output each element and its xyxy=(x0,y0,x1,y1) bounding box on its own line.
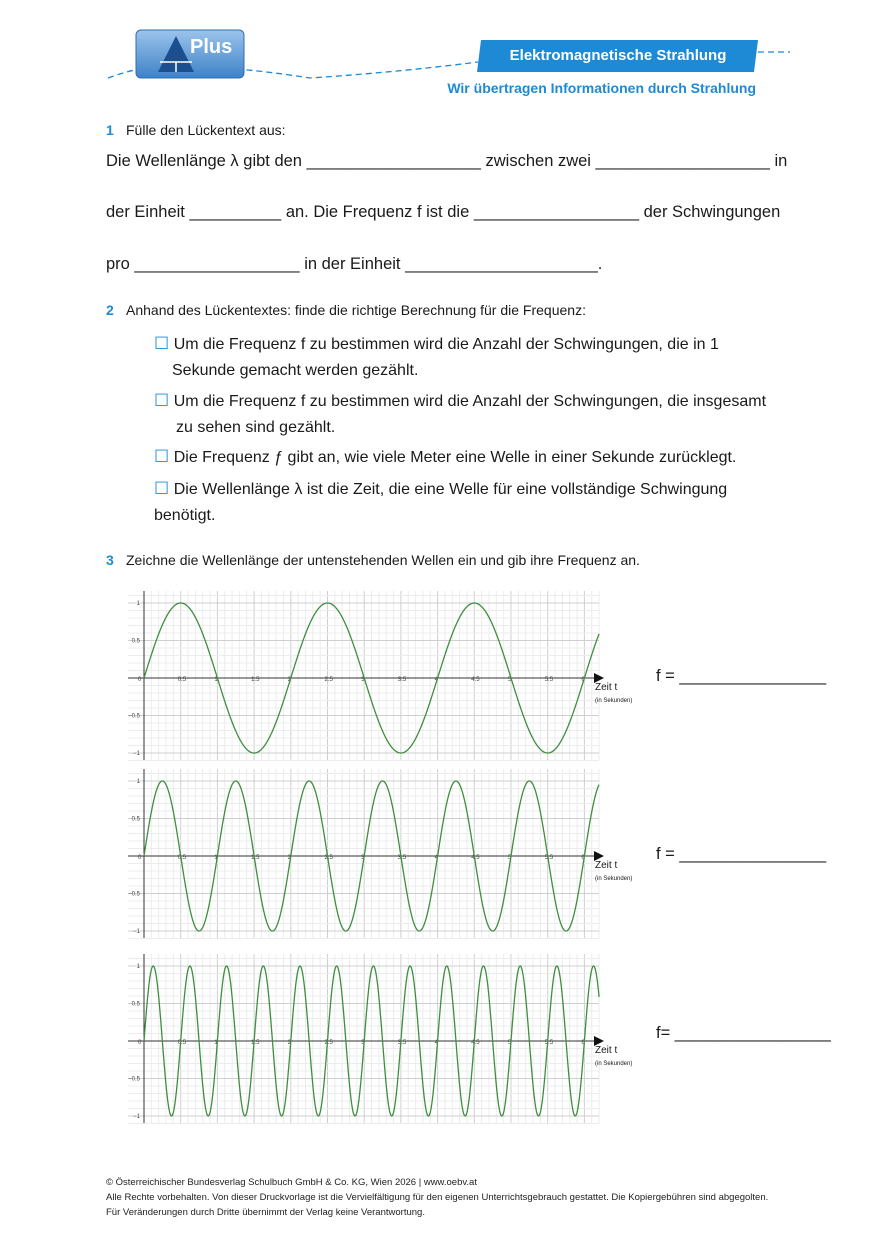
x-tick-label: 4.5 xyxy=(471,1040,480,1046)
cloze-line-2[interactable]: der Einheit __________ an. Die Frequenz f ist die __________________ der Schwingungen xyxy=(106,203,781,221)
frequency-answer-1[interactable]: f = ________________ xyxy=(656,667,827,685)
frequency-answer-2[interactable]: f = ________________ xyxy=(656,845,827,863)
option-4[interactable]: ☐ Die Wellenlänge λ ist die Zeit, die eine Welle für eine vollständige Schwingung benötigt. xyxy=(154,479,728,524)
grid xyxy=(128,769,599,939)
x-tick-label: 2.5 xyxy=(324,1040,333,1046)
option-2[interactable]: ☐ Um die Frequenz f zu bestimmen wird die Anzahl der Schwingungen, die insgesamt zu sehen sind gezählt. xyxy=(154,391,767,436)
x-tick-label: 2.5 xyxy=(324,677,333,683)
footer-copyright: © Österreichischer Bundesverlag Schulbuch GmbH & Co. KG, Wien 2026 | www.oebv.at xyxy=(106,1177,477,1188)
x-tick-label: 6 xyxy=(581,677,585,683)
y-tick-label: −1 xyxy=(133,1114,140,1120)
x-tick-label: 4 xyxy=(434,1040,438,1046)
x-tick-label: 1.5 xyxy=(251,855,260,861)
logo-text: Plus xyxy=(190,36,233,58)
y-tick-label: 1 xyxy=(136,964,140,970)
x-tick-label: 4 xyxy=(434,855,438,861)
header-subtitle: Wir übertragen Informationen durch Strahlung xyxy=(447,80,756,96)
x-tick-label: 3 xyxy=(361,855,365,861)
y-tick-label: 0.5 xyxy=(131,816,140,823)
x-tick-label: 3 xyxy=(361,1040,365,1046)
x-tick-label: 0.5 xyxy=(177,677,187,683)
x-tick-label: 3.5 xyxy=(397,1040,407,1046)
frequency-answer-3[interactable]: f= _________________ xyxy=(656,1024,831,1042)
x-tick-label: 2 xyxy=(287,677,292,683)
x-tick-label: 4.5 xyxy=(471,855,480,861)
x-tick-label: 5 xyxy=(508,1040,512,1046)
checkbox-icon[interactable]: ☐ xyxy=(154,479,170,498)
task3-number: 3 xyxy=(106,552,114,568)
x-tick-label: 0 xyxy=(138,1040,142,1046)
y-tick-label: 0.5 xyxy=(131,638,140,645)
x-tick-label: 5 xyxy=(508,855,512,861)
x-tick-label: 3.5 xyxy=(397,855,407,861)
x-tick-label: 0 xyxy=(138,677,142,683)
x-tick-label: 2 xyxy=(287,855,292,861)
header-title: Elektromagnetische Strahlung xyxy=(509,47,727,64)
task2-instruction: 2 Anhand des Lückentextes: finde die richtige Berechnung für die Frequenz: xyxy=(106,302,586,318)
wave-chart-2 xyxy=(128,766,640,942)
y-tick-label: −1 xyxy=(133,929,140,935)
option-3[interactable]: ☐ Die Frequenz ƒ gibt an, wie viele Meter eine Welle in einer Sekunde zurücklegt. xyxy=(154,447,737,466)
checkbox-icon[interactable]: ☐ xyxy=(154,391,170,410)
x-axis-label: Zeit t xyxy=(595,1045,618,1056)
x-tick-label: 5.5 xyxy=(544,677,554,683)
x-tick-label: 4.5 xyxy=(471,677,480,683)
x-tick-label: 1 xyxy=(214,677,218,683)
x-tick-label: 3 xyxy=(361,677,365,683)
option-1[interactable]: ☐ Um die Frequenz f zu bestimmen wird die Anzahl der Schwingungen, die in 1 Sekunde gemacht werden gezählt. xyxy=(154,334,719,379)
checkbox-icon[interactable]: ☐ xyxy=(154,334,170,353)
x-tick-label: 1 xyxy=(214,1040,218,1046)
cloze-line-1[interactable]: Die Wellenlänge λ gibt den ___________________ zwischen zwei ___________________ in xyxy=(106,152,788,170)
wave-chart-3 xyxy=(128,951,640,1127)
y-tick-label: −0.5 xyxy=(128,1076,140,1083)
x-axis-unit: (in Sekunden) xyxy=(595,698,633,704)
x-tick-label: 1.5 xyxy=(251,1040,260,1046)
x-tick-label: 6 xyxy=(581,1040,585,1046)
footer-rights: Alle Rechte vorbehalten. Von dieser Druckvorlage ist die Vervielfältigung für den eigenen Unterrichtsgebrauch gestattet. Die Kopiergebühren sind abgegolten. xyxy=(106,1192,769,1203)
x-tick-label: 0.5 xyxy=(177,855,187,861)
task1-instruction: 1 Fülle den Lückentext aus: xyxy=(106,122,286,138)
x-tick-label: 6 xyxy=(581,855,585,861)
x-tick-label: 0.5 xyxy=(177,1040,187,1046)
x-axis-label: Zeit t xyxy=(595,860,618,871)
cloze-line-3[interactable]: pro __________________ in der Einheit _____________________. xyxy=(106,255,603,273)
x-tick-label: 5 xyxy=(508,677,512,683)
x-tick-label: 3.5 xyxy=(397,677,407,683)
x-tick-label: 4 xyxy=(434,677,438,683)
task1-number: 1 xyxy=(106,122,114,138)
y-tick-label: −0.5 xyxy=(128,891,140,898)
y-tick-label: 0.5 xyxy=(131,1001,140,1008)
task2-number: 2 xyxy=(106,302,114,318)
x-tick-label: 2 xyxy=(287,1040,292,1046)
x-tick-label: 5.5 xyxy=(544,1040,554,1046)
checkbox-icon[interactable]: ☐ xyxy=(154,447,170,466)
footer-disclaimer: Für Veränderungen durch Dritte übernimmt der Verlag keine Verantwortung. xyxy=(106,1207,425,1218)
x-tick-label: 1.5 xyxy=(251,677,260,683)
x-tick-label: 5.5 xyxy=(544,855,554,861)
y-tick-label: 1 xyxy=(136,601,140,607)
y-tick-label: −1 xyxy=(133,751,140,757)
y-tick-label: 1 xyxy=(136,779,140,785)
x-axis-unit: (in Sekunden) xyxy=(595,1061,633,1067)
wave-chart-1 xyxy=(128,588,640,764)
y-tick-label: −0.5 xyxy=(128,713,140,720)
x-tick-label: 2.5 xyxy=(324,855,333,861)
x-tick-label: 1 xyxy=(214,855,218,861)
x-axis-unit: (in Sekunden) xyxy=(595,876,633,882)
task3-instruction: 3 Zeichne die Wellenlänge der untenstehenden Wellen ein und gib ihre Frequenz an. xyxy=(106,552,640,568)
x-axis-label: Zeit t xyxy=(595,682,618,693)
x-tick-label: 0 xyxy=(138,855,142,861)
